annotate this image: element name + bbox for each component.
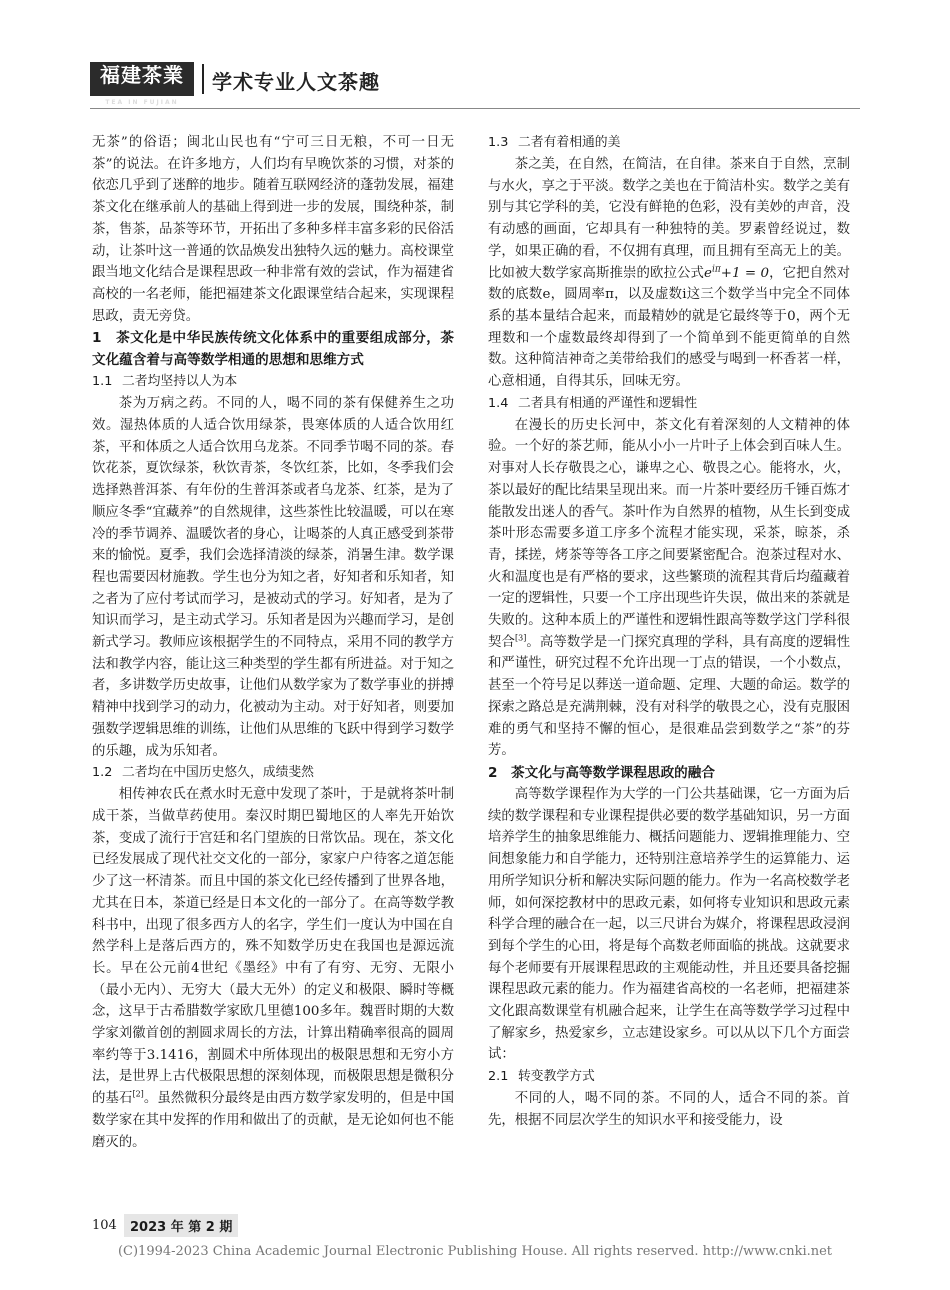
citation-ref: [3] (514, 633, 527, 643)
subsection-number: 1.4 (488, 395, 509, 411)
intro-paragraph: 无茶”的俗语；闽北山民也有“宁可三日无粮，不可一日无茶”的说法。在许多地方，人们均有早晚饮茶的习惯，对茶的依恋几乎到了迷醉的地步。随着互联网经济的蓬勃发展，福建茶文化在继承前人的基础上得到进一步的发展，围绕种茶，制茶，售茶，品茶等环节，开拓出了多种多样丰富多彩的民俗活动，让茶叶这一普通的饮品焕发出独特久远的魅力。高校课堂跟当地文化结合是课程思政一种非常有效的尝试，作为福建省高校的一名老师，能把福建茶文化跟课堂结合起来，实现课程思政，责无旁贷。 (92, 135, 454, 324)
subsection-title: 二者有着相通的美 (518, 135, 621, 150)
logo-text: 福建茶業 (100, 63, 184, 87)
subsection-1-1-heading (92, 371, 454, 393)
formula-rest: +1 = 0 (720, 265, 769, 281)
paragraph-text: ，它把自然对数的底数e，圆周率π，以及虚数i这三个数学当中完全不同体系的基本量结合起来，而最精妙的就是它最终等于0，两个无理数和一个虚数最终却得到了一个简单到不能更简单的自然数。这种简洁神奇之美带给我们的感受与喝到一杯香茗一样，心意相通，自得其乐，回味无穷。 (488, 265, 850, 390)
subsection-title: 二者均坚持以人为本 (122, 374, 238, 390)
euler-formula (704, 266, 769, 281)
subsection-title: 转变教学方式 (518, 1069, 595, 1085)
paragraph-1-3 (488, 154, 850, 393)
section-1-heading: 1 茶文化是中华民族传统文化体系中的重要组成部分，茶文化蕴含着与高等数学相通的思想和思维方式 (92, 330, 454, 369)
formula-exponent: iπ (711, 264, 721, 275)
formula-base: e (704, 265, 712, 281)
header-rule (90, 108, 860, 109)
citation-ref: [2] (132, 1089, 144, 1099)
subsection-number: 2.1 (488, 1069, 509, 1085)
subsection-number: 1.3 (488, 135, 509, 150)
subsection-title: 二者具有相通的严谨性和逻辑性 (518, 395, 698, 411)
subsection-2-1-heading (488, 1066, 850, 1088)
page-number: 104 (92, 1218, 117, 1233)
paragraph-1-4 (488, 415, 850, 762)
paragraph-text: 在漫长的历史长河中，茶文化有着深刻的人文精神的体验。一个好的茶艺师，能从小小一片叶子上体会到百味人生。对事对人长存敬畏之心，谦卑之心、敬畏之心。能将水，火，茶以最好的配比结果呈现出来。而一片茶叶要经历千锤百炼才能散发出迷人的香气。茶叶作为自然界的植物，从生长到变成茶叶形态需要多道工序多个流程才能实现，采茶，晾茶，杀青，揉搓，烤茶等等各工序之间要紧密配合。泡茶过程对水、火和温度也是有严格的要求，这些繁琐的流程其背后均蕴藏着一定的逻辑性，只要一个工序出现些许失误，做出来的茶就是失败的。这种本质上的严谨性和逻辑性跟高等数学这门学科很契合 (488, 417, 850, 650)
paragraph-text: 茶之美，在自然，在简洁，在自律。茶来自于自然，烹制与水火，享之于平淡。数学之美也在于简洁朴实。数学之美有别与其它学科的美，它没有鲜艳的色彩，没有美妙的声音，没有动感的画面，它却具有一种独特的美。罗素曾经说过，数学，如果正确的看，不仅拥有真理，而且拥有至高无上的美。比如被大数学家高斯推崇的欧拉公式 (488, 157, 850, 281)
subsection-title: 二者均在中国历史悠久，成绩斐然 (122, 765, 314, 781)
subsection-number: 1.1 (92, 374, 113, 390)
paragraph-text: 。虽然微积分最终是由西方数学家发明的，但是中国数学家在其中发挥的作用和做出了的贡献，是无论如何也不能磨灭的。 (92, 1091, 455, 1150)
paragraph-1-1: 茶为万病之药。不同的人，喝不同的茶有保健养生之功效。湿热体质的人适合饮用绿茶，畏寒体质的人适合饮用红茶，平和体质之人适合饮用乌龙茶。不同季节喝不同的茶。春饮花茶，夏饮绿茶，秋饮青茶，冬饮红茶，比如，冬季我们会选择熟普洱茶、有年份的生普洱茶或者乌龙茶、红茶，是为了顺应冬季“宜藏养”的自然规律，这些茶性比较温暖，可以在寒冷的季节调养、温暖饮者的身心，让喝茶的人真正感受到茶带来的愉悦。夏季，我们会选择清淡的绿茶，消暑生津。数学课程也需要因材施教。学生也分为知之者，好知者和乐知者，知之者为了应付考试而学习，是被动式的学习。好知者，是为了知识而学习，是主动式学习。乐知者是因为兴趣而学习，是创新式学习。教师应该根据学生的不同特点，采用不同的教学方法和教学内容，能让这三种类型的学生都有所进益。对于知之者，多讲数学历史故事，让他们从数学家为了数学事业的拼搏精神中找到学习的动力，化被动为主动。对于好知者，则要加强数学逻辑思维的训练，让他们从思维的飞跃中得到学习数学的乐趣，成为乐知者。 (92, 396, 454, 759)
header-divider (202, 64, 204, 94)
paragraph-text: 相传神农氏在煮水时无意中发现了茶叶，于是就将茶叶制成干茶，当做草药使用。秦汉时期巴蜀地区的人率先开始饮茶，变成了流行于宫廷和名门望族的日常饮品。现在，茶文化已经发展成了现代社交文化的一部分，家家户户待客之道怎能少了这一杯清茶。而且中国的茶文化已经传播到了世界各地，尤其在日本，茶道已经是日本文化的一部分了。在高等数学教科书中，出现了很多西方人的名字，学生们一度认为中国在自然学科上是落后西方的，殊不知数学历史在我国也是源远流长。早在公元前4世纪《墨经》中有了有穷、无穷、无限小（最小无内）、无穷大（最大无外）的定义和极限、瞬时等概念，这早于古希腊数学家欧几里德100多年。魏晋时期的大数学家刘徽首创的割圆求周长的方法，计算出精确率很高的圆周率约等于3.1416，割圆术中所体现出的极限思想和无穷小方法，是世界上古代极限思想的深刻体现，而极限思想是微积分的基石 (92, 787, 454, 1107)
paragraph-2: 高等数学课程作为大学的一门公共基础课，它一方面为后续的数学课程和专业课程提供必要的数学基础知识，另一方面培养学生的抽象思维能力、概括问题能力、逻辑推理能力、空间想象能力和自学能力，还特别注意培养学生的运算能力、运用所学知识分析和解决实际问题的能力。作为一名高校数学老师，如何深挖教材中的思政元素，如何将专业知识和思政元素科学合理的融合在一起，以三尺讲台为媒介，将课程思政浸润到每个学生的心田，将是每个高数老师面临的挑战。这就要求每个老师要有开展课程思政的主观能动性，并且还要具备挖掘课程思政元素的能力。作为福建省高校的一名老师，把福建茶文化跟高数课堂有机融合起来，让学生在高等数学学习过程中了解家乡，热爱家乡，立志建设家乡。可以从以下几个方面尝试： (488, 786, 850, 1063)
subsection-1-3-heading (488, 132, 850, 154)
subsection-1-4-heading (488, 393, 850, 415)
logo-subtitle: TEA IN FUJIAN (105, 99, 179, 106)
issue-label: 2023 年 第 2 期 (124, 1214, 238, 1237)
right-column (488, 132, 850, 1132)
paragraph-2-1: 不同的人，喝不同的茶。不同的人，适合不同的茶。首先，根据不同层次学生的知识水平和接受能力，设 (488, 1091, 850, 1128)
journal-header (90, 58, 870, 106)
copyright-notice: (C)1994-2023 China Academic Journal Electronic Publishing House. All rights reserved. http://www.cnki.net (117, 1244, 833, 1259)
subsection-number: 1.2 (92, 765, 113, 781)
section-2-heading: 2 茶文化与高等数学课程思政的融合 (488, 764, 715, 781)
subsection-1-2-heading (92, 762, 454, 784)
paragraph-1-2 (92, 784, 454, 1153)
journal-tagline: 学术专业人文茶趣 (212, 70, 380, 94)
paragraph-text: 。高等数学是一门探究真理的学科，具有高度的逻辑性和严谨性，研究过程不允许出现一丁点的错误，一个小数点，甚至一个符号足以葬送一道命题、定理、大题的命运。数学的探索之路总是充满荆棘，没有对科学的敬畏之心，没有克服困难的勇气和坚持不懈的恒心，是很难品尝到数学之“茶”的芬芳。 (488, 634, 851, 759)
journal-logo (90, 62, 194, 106)
left-column (92, 132, 454, 1153)
